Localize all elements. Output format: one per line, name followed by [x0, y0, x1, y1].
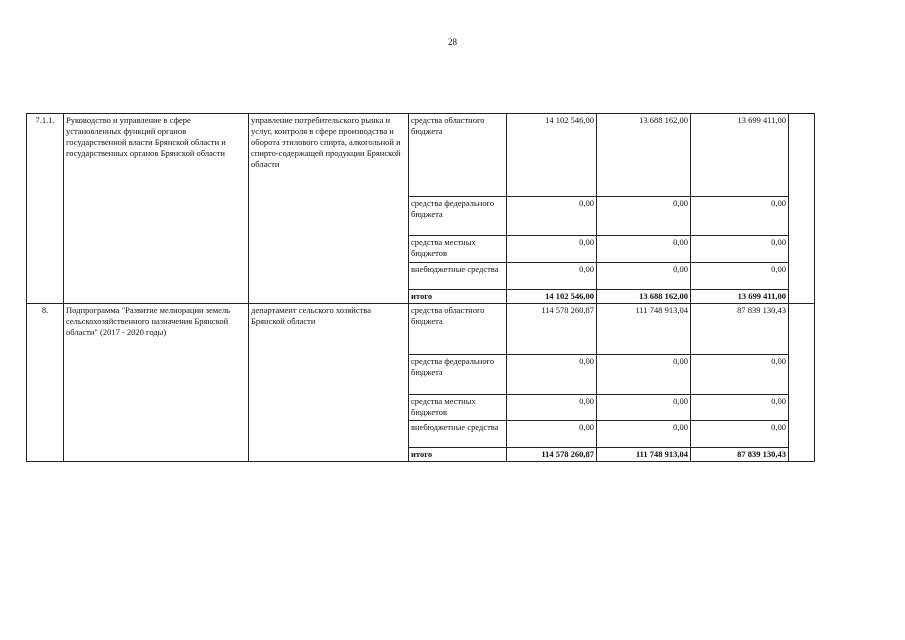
funding-source: средства местных бюджетов: [409, 236, 507, 263]
amount-year-2: 0,00: [597, 263, 691, 290]
funding-source: средства местных бюджетов: [409, 395, 507, 421]
amount-year-2: 0,00: [597, 236, 691, 263]
amount-year-3: 0,00: [691, 355, 789, 395]
amount-year-3: 0,00: [691, 263, 789, 290]
total-label: итого: [409, 290, 507, 304]
funding-source: средства федерального бюджета: [409, 197, 507, 236]
total-label: итого: [409, 448, 507, 462]
amount-year-1: 0,00: [507, 197, 597, 236]
measure-name: Подпрограмма "Развитие мелиорации земель сельскохозяйственного назначения Брянской области" (2017 - 2020 годы): [64, 304, 249, 462]
amount-year-2: 111 748 913,04: [597, 304, 691, 355]
amount-year-1: 114 578 260,87: [507, 304, 597, 355]
executor-name: управление потребительского рынка и услуг, контроля в сфере производства и оборота этилового спирта, алкогольной и спирто-содержащей продукции Брянской области: [249, 114, 409, 304]
total-year-1: 114 578 260,87: [507, 448, 597, 462]
amount-year-1: 0,00: [507, 236, 597, 263]
executor-name: департамент сельского хозяйства Брянской области: [249, 304, 409, 462]
funding-source: внебюджетные средства: [409, 263, 507, 290]
row-number: 8.: [27, 304, 64, 462]
row-number: 7.1.1.: [27, 114, 64, 304]
amount-year-3: 0,00: [691, 197, 789, 236]
amount-year-1: 0,00: [507, 263, 597, 290]
measure-name: Руководство и управление в сфере установленных функций органов государственной власти Брянской области и государственных органов Брянской области: [64, 114, 249, 304]
amount-year-3: 0,00: [691, 236, 789, 263]
amount-year-2: 0,00: [597, 197, 691, 236]
amount-year-2: 0,00: [597, 355, 691, 395]
total-year-3: 13 699 411,00: [691, 290, 789, 304]
amount-year-3: 0,00: [691, 421, 789, 448]
budget-table: [26, 113, 815, 462]
amount-year-1: 0,00: [507, 395, 597, 421]
total-year-2: 13 688 162,00: [597, 290, 691, 304]
table-row: [27, 114, 815, 197]
amount-year-1: 0,00: [507, 355, 597, 395]
amount-year-2: 0,00: [597, 421, 691, 448]
page-number: 28: [448, 37, 457, 47]
total-year-1: 14 102 546,00: [507, 290, 597, 304]
amount-year-2: 0,00: [597, 395, 691, 421]
table-row: [27, 304, 815, 355]
amount-year-2: 13 688 162,00: [597, 114, 691, 197]
funding-source: внебюджетные средства: [409, 421, 507, 448]
total-year-3: 87 839 130,43: [691, 448, 789, 462]
funding-source: средства федерального бюджета: [409, 355, 507, 395]
empty-column: [789, 304, 815, 462]
funding-source: средства областного бюджета: [409, 114, 507, 197]
amount-year-3: 0,00: [691, 395, 789, 421]
amount-year-3: 13 699 411,00: [691, 114, 789, 197]
funding-source: средства областного бюджета: [409, 304, 507, 355]
empty-column: [789, 114, 815, 304]
total-year-2: 111 748 913,04: [597, 448, 691, 462]
amount-year-1: 0,00: [507, 421, 597, 448]
amount-year-3: 87 839 130,43: [691, 304, 789, 355]
amount-year-1: 14 102 546,00: [507, 114, 597, 197]
